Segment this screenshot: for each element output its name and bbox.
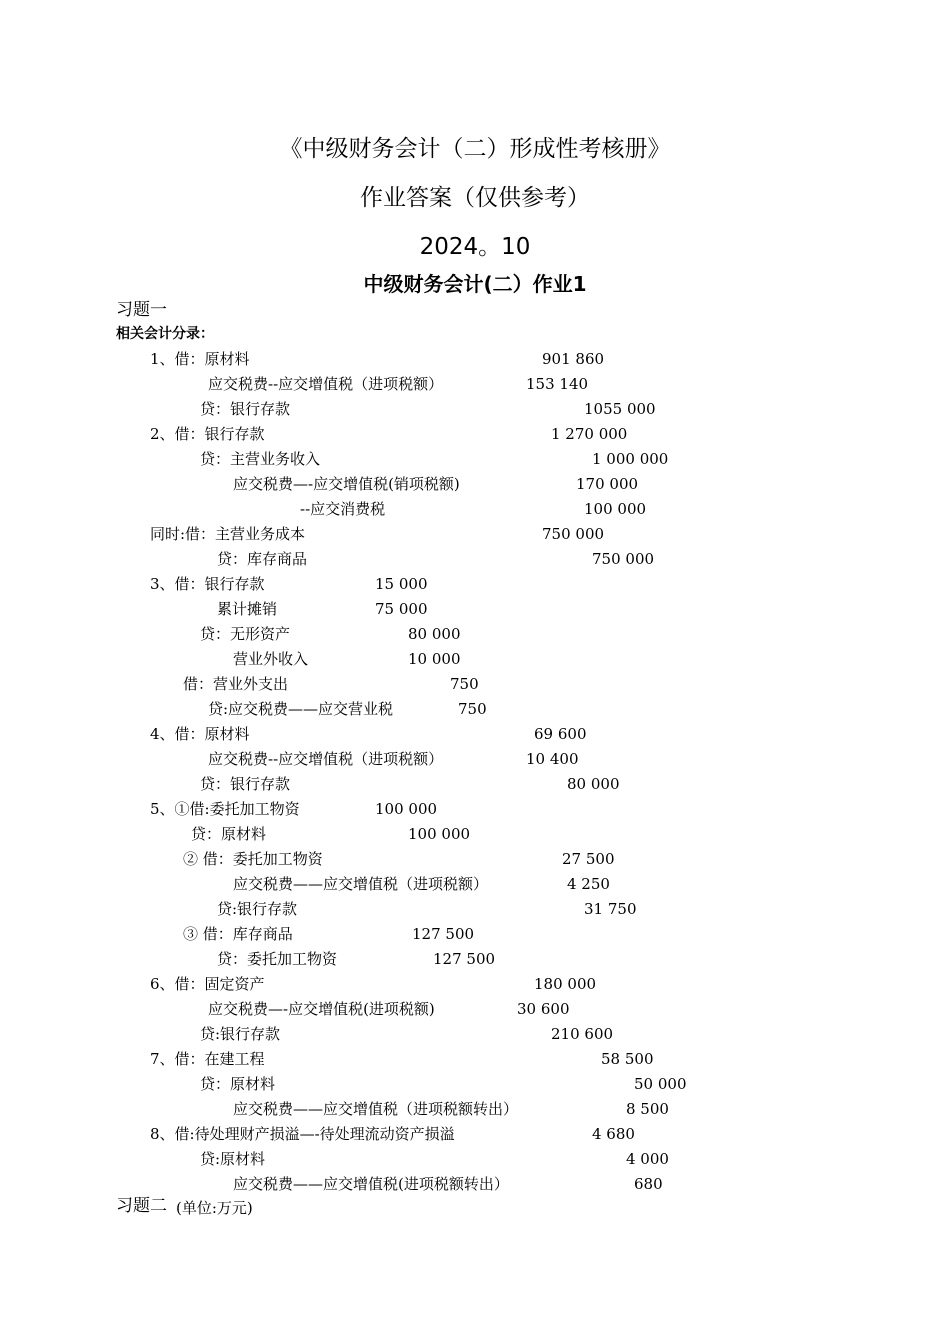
document-subtitle: 作业答案（仅供参考） [360,185,590,211]
entry-amount: 1055 000 [584,400,656,418]
entry-amount: 180 000 [534,975,597,993]
document-date: 2024。10 [419,234,531,260]
entry-account: 贷：原材料 [200,1075,276,1093]
entry-amount: 750 [458,700,487,718]
entry-amount: 100 000 [375,800,438,818]
entry-amount: 210 600 [551,1025,614,1043]
entry-account: 贷：主营业务收入 [200,450,321,468]
entry-account: 贷：银行存款 [200,775,291,793]
entry-amount: 901 860 [542,350,605,368]
entry-amount: 1 000 000 [592,450,669,468]
entry-amount: 27 500 [562,850,615,868]
entry-amount: 750 [450,675,479,693]
entry-account: 累计摊销 [217,600,278,618]
entry-account: --应交消费税 [300,500,386,518]
entry-amount: 80 000 [567,775,620,793]
entry-account: 3、借：银行存款 [150,575,265,593]
entry-amount: 80 000 [408,625,461,643]
entry-account: 5、①借:委托加工物资 [150,800,300,818]
entry-amount: 4 250 [567,875,610,893]
entry-account: 贷：原材料 [191,825,267,843]
entry-amount: 30 600 [517,1000,570,1018]
entry-account: 应交税费--应交增值税（进项税额） [208,750,444,768]
entry-account: 贷:银行存款 [200,1025,281,1043]
entry-amount: 50 000 [634,1075,687,1093]
entry-account: 贷：无形资产 [200,625,291,643]
entry-account: 6、借：固定资产 [150,975,265,993]
entry-amount: 750 000 [592,550,655,568]
entry-account: 应交税费——应交增值税（进项税额） [233,875,489,893]
entry-amount: 170 000 [576,475,639,493]
document-title: 《中级财务会计（二）形成性考核册》 [279,136,671,162]
entry-account: ② 借：委托加工物资 [183,850,323,868]
entry-amount: 4 680 [592,1125,635,1143]
entry-amount: 8 500 [626,1100,669,1118]
entry-amount: 58 500 [601,1050,654,1068]
entry-account: 贷:原材料 [200,1150,266,1168]
entry-amount: 1 270 000 [551,425,628,443]
entry-amount: 69 600 [534,725,587,743]
entry-account: 应交税费--应交增值税（进项税额） [208,375,444,393]
entry-amount: 75 000 [375,600,428,618]
entry-amount: 680 [634,1175,663,1193]
entry-account: 1、借：原材料 [150,350,250,368]
entry-amount: 127 500 [412,925,475,943]
entry-account: 借：营业外支出 [183,675,289,693]
entry-account: 应交税费—-应交增值税(销项税额) [233,475,460,493]
entry-account: 营业外收入 [233,650,309,668]
entry-amount: 4 000 [626,1150,669,1168]
entry-amount: 31 750 [584,900,637,918]
entry-account: 7、借：在建工程 [150,1050,265,1068]
entry-amount: 100 000 [408,825,471,843]
entry-account: 应交税费—-应交增值税(进项税额) [208,1000,435,1018]
entry-amount: 153 140 [526,375,589,393]
entry-account: 2、借：银行存款 [150,425,265,443]
entry-amount: 10 000 [408,650,461,668]
entry-account: ③ 借：库存商品 [183,925,293,943]
exercise2-heading: 习题二 [116,1196,167,1216]
entry-account: 应交税费——应交增值税(进项税额转出） [233,1175,509,1193]
exercise2-unit-note: (单位:万元) [176,1199,253,1217]
entry-account: 同时:借：主营业务成本 [150,525,306,543]
assignment-title: 中级财务会计(二）作业1 [363,272,587,296]
entry-amount: 100 000 [584,500,647,518]
entry-account: 4、借：原材料 [150,725,250,743]
entry-account: 8、借:待处理财产损溢—-待处理流动资产损溢 [150,1125,455,1143]
entry-amount: 750 000 [542,525,605,543]
exercise1-heading: 习题一 [116,300,167,320]
exercise1-subheading: 相关会计分录： [116,326,214,342]
entry-account: 应交税费——应交增值税（进项税额转出） [233,1100,519,1118]
entry-account: 贷：库存商品 [217,550,308,568]
entry-amount: 127 500 [433,950,496,968]
entry-account: 贷:应交税费——应交营业税 [208,700,394,718]
entry-account: 贷：银行存款 [200,400,291,418]
entry-account: 贷:银行存款 [217,900,298,918]
entry-account: 贷：委托加工物资 [217,950,338,968]
entry-amount: 10 400 [526,750,579,768]
entry-amount: 15 000 [375,575,428,593]
